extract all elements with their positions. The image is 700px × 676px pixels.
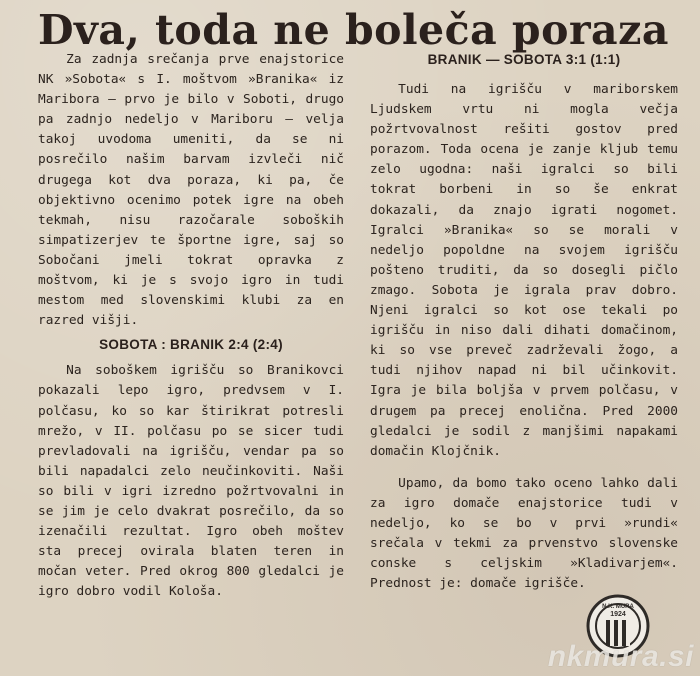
away-match-report: Tudi na igrišču v mariborskem Ljudskem vrtu ni mogla večja požrtvovalnost rešiti gostov pred porazom. Toda ocena je zanje kljub temu zelo ugodna: naši igralci so bili tokrat borbeni in so še enkrat dokazali, da znajo igrati nogomet. Igralci »Branika« so se morali v nedeljo popoldne na svojem igrišču pošteno truditi, da so dosegli pičlo zmago. Sobota je igrala prav dobro. Njeni igralci so kot ose tekali po igrišču in niso dali dihati domačinom, ki so vse preveč zadrževali žogo, a tudi njihov napad ni bil učinkovit. Igra je bila boljša v prvem polčasu, v drugem pa precej enolična. Pred 2000 gledalci je sodil z manjšimi napakami domačin Klojčnik. <box>370 82 678 459</box>
crest-text: N.K. MURA <box>602 604 634 610</box>
match-heading-home: SOBOTA : BRANIK 2:4 (2:4) <box>99 337 283 353</box>
right-column <box>370 50 678 594</box>
site-watermark: nkmura.si <box>547 640 694 673</box>
headline: Dva, toda ne boleča poraza <box>38 6 669 54</box>
closing-paragraph: Upamo, da bomo tako oceno lahko dali za igro domače enajstorice tudi v nedeljo, ko se bo v prvi »rundi« srečala v tekmi za prvenstvo slovenske conske s celjskim »Kladivarjem«. Prednost je: domače igrišče. <box>370 475 678 592</box>
intro-paragraph: Za zadnja srečanja prve enajstorice NK »Sobota« s I. moštvom »Branika« iz Maribora — prvo je bilo v Soboti, drugo pa zadnjo nedeljo v Mariboru — velja takoj uvodoma umeniti, da se ni posrečilo našim barvam izvleči nič drugega kot dva poraza, ki pa, če objektivno ocenimo potek igre na obeh tekmah, nisu razočarale soboških simpatizerjev te športne igre, saj so Sobočani jmeli tokrat opravka z moštvom, ki je s svojo igro in tudi mestom med slovenskimi klubi za en razred višji. <box>38 52 344 329</box>
match-heading-away: BRANIK — SOBOTA 3:1 (1:1) <box>427 52 621 67</box>
home-match-report: Na soboškem igrišču so Branikovci pokazali lepo igro, predvsem v I. polčasu, ko so kar štirikrat potresli mrežo, v II. polčasu po se sicer tudi prevladovali na igrišču, vendar pa so bili napadalci zelo neučinkoviti. Naši so bili v igri izredno požrtvovalni in se jim je celo dvakrat posrečilo, da so izenačili rezultat. Igro obeh moštev sta precej ovirala blaten teren in močan veter. Pred okrog 800 gledalci je igro dobro vodil Kološa. <box>38 363 344 600</box>
left-column <box>38 50 344 602</box>
crest-year: 1924 <box>610 611 626 618</box>
